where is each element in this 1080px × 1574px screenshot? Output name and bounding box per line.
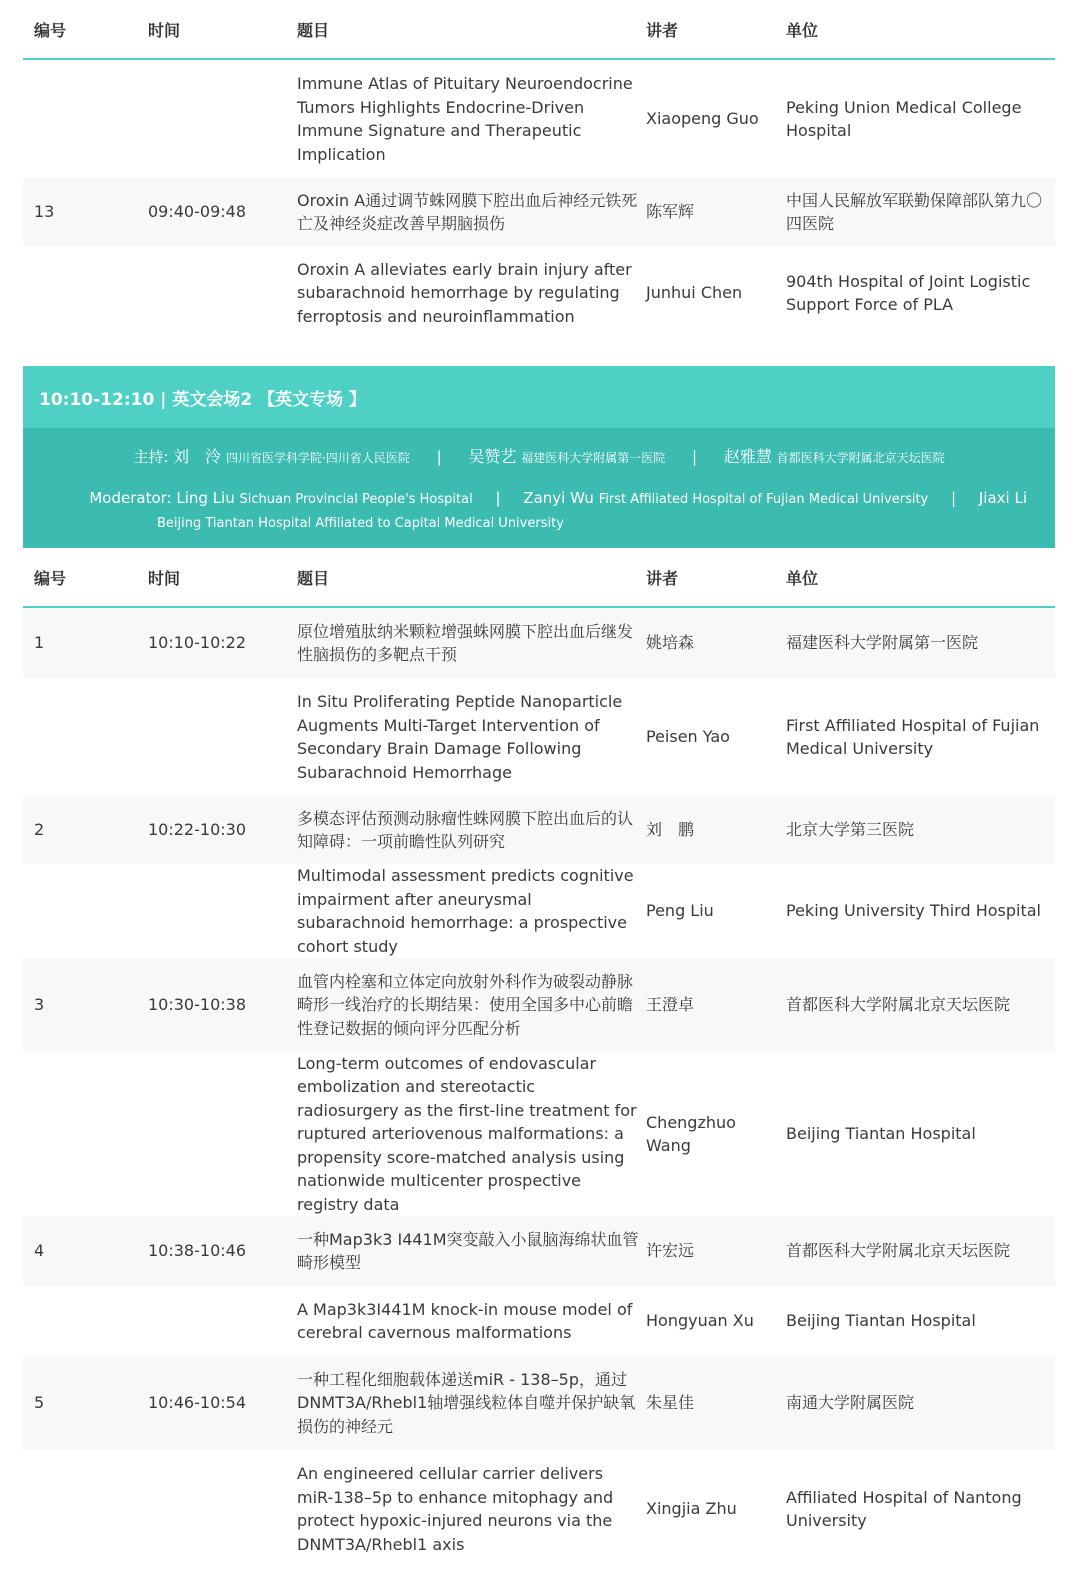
table-row [23, 796, 1055, 864]
table-row [23, 178, 1055, 246]
host-label: 主持: [133, 448, 169, 466]
row-title: Long-term outcomes of endovascular embolization and stereotactic radiosurgery as the first-line treatment for ruptured arteriovenous malformations: a propensity score-matched analysis using nationwide multicenter prospective registry data [297, 1053, 637, 1214]
header-no: 编号 [34, 568, 67, 588]
row-speaker: 许宏远 [646, 1241, 695, 1261]
moderator-unit: Beijing Tiantan Hospital Affiliated to Capital Medical University [157, 516, 564, 531]
row-unit: First Affiliated Hospital of Fujian Medical University [786, 715, 1040, 758]
row-unit: Peking University Third Hospital [786, 901, 1041, 921]
moderator-name: Jiaxi Li [978, 489, 1027, 507]
moderator-unit: First Affiliated Hospital of Fujian Medical University [598, 492, 929, 507]
header-no: 编号 [34, 20, 67, 40]
row-speaker: Junhui Chen [646, 283, 743, 303]
row-unit: 首都医科大学附属北京天坛医院 [786, 1241, 1011, 1261]
row-title: In Situ Proliferating Peptide Nanoparticle Augments Multi-Target Intervention of Secondary Brain Damage Following Subarachnoid Hemorrhage [297, 692, 623, 782]
row-title: 一种工程化细胞载体递送miR - 138–5p，通过DNMT3A/Rhebl1轴增强线粒体自噬并保护缺氧损伤的神经元 [297, 1369, 636, 1436]
moderator-unit: Sichuan Provincial People's Hospital [239, 492, 473, 507]
host-unit: 福建医科大学附属第一医院 [521, 451, 666, 465]
row-speaker: Chengzhuo Wang [646, 1112, 736, 1155]
row-unit: 中国人民解放军联勤保障部队第九〇四医院 [786, 190, 1043, 233]
separator: | [951, 489, 957, 507]
row-title: Oroxin A alleviates early brain injury after subarachnoid hemorrhage by regulating ferroptosis and neuroinflammation [297, 259, 632, 326]
row-no: 4 [34, 1241, 45, 1261]
header-speaker: 讲者 [646, 568, 679, 588]
table-header [23, 0, 1055, 60]
header-title: 题目 [297, 568, 330, 588]
row-time: 10:10-10:22 [148, 633, 246, 653]
row-no: 1 [34, 633, 45, 653]
table-row [23, 1216, 1055, 1286]
row-no: 5 [34, 1393, 45, 1413]
row-unit: Beijing Tiantan Hospital [786, 1124, 976, 1144]
row-speaker: 刘 鹏 [646, 820, 695, 840]
table-row [23, 958, 1055, 1052]
separator: | [436, 448, 442, 466]
moderators-box [23, 428, 1055, 548]
table-row [23, 1450, 1055, 1568]
row-speaker: 姚培森 [646, 633, 695, 653]
host-name: 吴赞艺 [468, 447, 517, 466]
header-time: 时间 [148, 20, 181, 40]
row-title: An engineered cellular carrier delivers miR-138–5p to enhance mitophagy and protect hypoxic-injured neurons via the DNMT3A/Rhebl1 axis [297, 1464, 614, 1554]
row-unit: Peking Union Medical College Hospital [786, 97, 1022, 140]
row-title: 多模态评估预测动脉瘤性蛛网膜下腔出血后的认知障碍：一项前瞻性队列研究 [297, 808, 634, 851]
session-title: 10:10-12:10 | 英文会场2 【英文专场 】 [23, 366, 1055, 428]
row-title: 一种Map3k3 I441M突变敲入小鼠脑海绵状血管畸形模型 [297, 1229, 639, 1272]
row-speaker: Xiaopeng Guo [646, 109, 759, 129]
row-speaker: Peng Liu [646, 901, 714, 921]
header-time: 时间 [148, 568, 181, 588]
header-title: 题目 [297, 20, 330, 40]
header-speaker: 讲者 [646, 20, 679, 40]
moderator-name: Zanyi Wu [523, 489, 594, 507]
row-title: Multimodal assessment predicts cognitive impairment after aneurysmal subarachnoid hemorrhage: a prospective cohort study [297, 866, 634, 956]
hosts-cn [23, 445, 1055, 470]
row-no: 2 [34, 820, 45, 840]
row-no: 3 [34, 995, 45, 1015]
separator: | [495, 489, 501, 507]
row-time: 10:22-10:30 [148, 820, 246, 840]
row-unit: 904th Hospital of Joint Logistic Support Force of PLA [786, 271, 1031, 314]
host-unit: 首都医科大学附属北京天坛医院 [776, 451, 945, 465]
separator: | [692, 448, 698, 466]
row-unit: 福建医科大学附属第一医院 [786, 633, 979, 653]
row-unit: Affiliated Hospital of Nantong University [786, 1487, 1022, 1530]
row-speaker: Hongyuan Xu [646, 1311, 754, 1331]
row-time: 10:46-10:54 [148, 1393, 246, 1413]
row-no: 13 [34, 202, 55, 222]
table-row [23, 246, 1055, 340]
host-name: 刘 泠 [173, 447, 222, 466]
table-row [23, 1052, 1055, 1216]
row-speaker: 王澄卓 [646, 995, 695, 1015]
host-name: 赵雅慧 [723, 447, 772, 466]
row-title: Oroxin A通过调节蛛网膜下腔出血后神经元铁死亡及神经炎症改善早期脑损伤 [297, 190, 638, 233]
table-header [23, 548, 1055, 608]
row-unit: 首都医科大学附属北京天坛医院 [786, 995, 1011, 1015]
header-unit: 单位 [786, 20, 819, 40]
table-row [23, 60, 1055, 178]
row-speaker: 朱星佳 [646, 1393, 695, 1413]
table-row [23, 678, 1055, 796]
table-row [23, 608, 1055, 678]
moderator-name: Ling Liu [176, 489, 235, 507]
table-row [23, 1286, 1055, 1356]
row-unit: Beijing Tiantan Hospital [786, 1311, 976, 1331]
host-unit: 四川省医学科学院·四川省人民医院 [225, 451, 410, 465]
row-time: 09:40-09:48 [148, 202, 246, 222]
row-title: Immune Atlas of Pituitary Neuroendocrine Tumors Highlights Endocrine-Driven Immune Signature and Therapeutic Implication [297, 74, 633, 164]
row-title: 血管内栓塞和立体定向放射外科作为破裂动静脉畸形一线治疗的长期结果：使用全国多中心前瞻性登记数据的倾向评分匹配分析 [297, 971, 634, 1038]
row-title: A Map3k3I441M knock-in mouse model of cerebral cavernous malformations [297, 1299, 633, 1342]
moderator-label: Moderator: [89, 489, 172, 507]
table-row [23, 864, 1055, 958]
row-speaker: Peisen Yao [646, 727, 730, 747]
moderators-en [23, 486, 1055, 512]
row-speaker: Xingjia Zhu [646, 1499, 737, 1519]
row-unit: 南通大学附属医院 [786, 1393, 915, 1413]
row-time: 10:38-10:46 [148, 1241, 246, 1261]
header-unit: 单位 [786, 568, 819, 588]
row-title: 原位增殖肽纳米颗粒增强蛛网膜下腔出血后继发性脑损伤的多靶点干预 [297, 621, 634, 664]
row-unit: 北京大学第三医院 [786, 820, 915, 840]
row-speaker: 陈军辉 [646, 202, 695, 222]
table-row [23, 1356, 1055, 1450]
row-time: 10:30-10:38 [148, 995, 246, 1015]
schedule-page [23, 0, 1055, 1568]
